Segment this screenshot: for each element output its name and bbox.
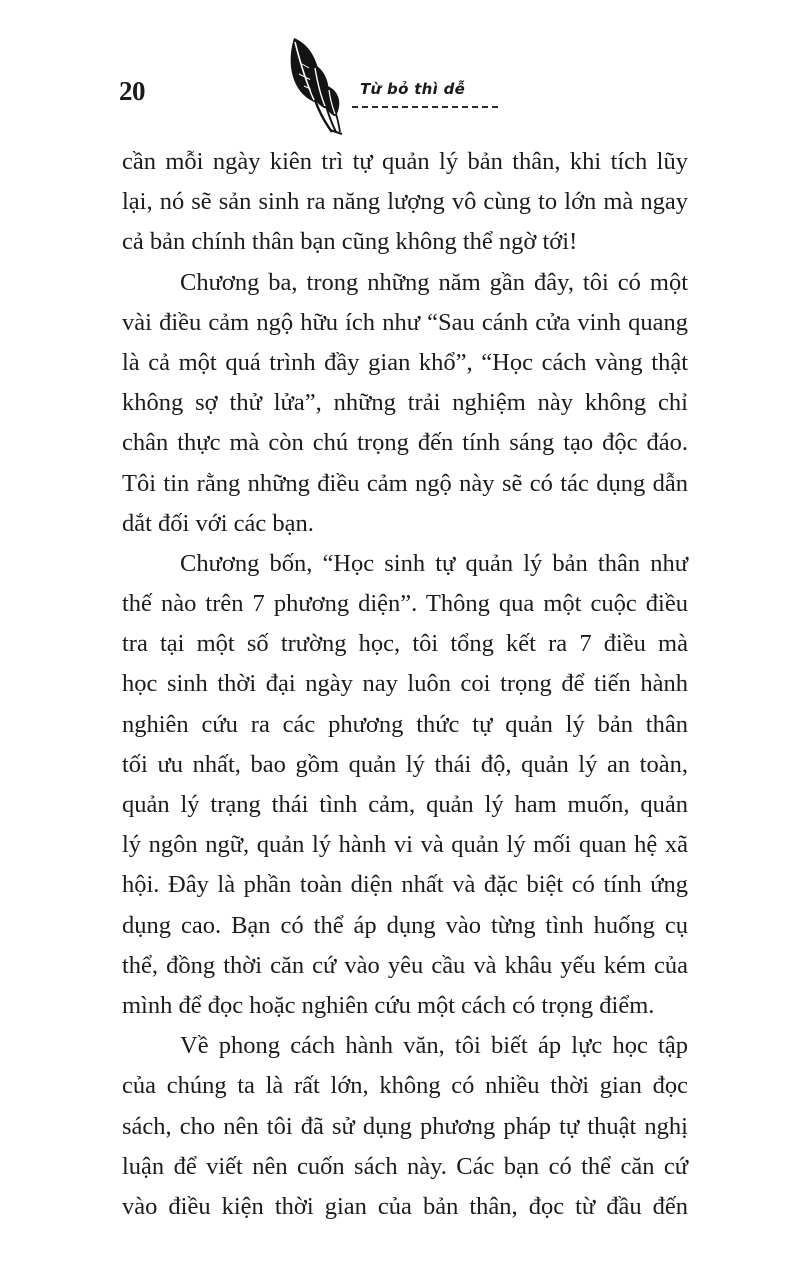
- text-line: luận để viết nên cuốn sách này. Các bạn có thể căn cứ: [122, 1152, 688, 1180]
- text-line: không sợ thử lửa”, những trải nghiệm này không chỉ: [122, 389, 688, 417]
- text-line: Về phong cách hành văn, tôi biết áp lực học tập: [180, 1032, 688, 1060]
- text-line: dắt đối với các bạn.: [122, 509, 314, 537]
- text-line: thế nào trên 7 phương diện”. Thông qua một cuộc điều: [122, 590, 688, 618]
- text-line: là cả một quá trình đầy gian khổ”, “Học cách vàng thật: [122, 348, 688, 376]
- text-line: Chương bốn, “Học sinh tự quản lý bản thân như: [180, 549, 688, 577]
- text-line: sách, cho nên tôi đã sử dụng phương pháp tự thuật nghị: [122, 1112, 688, 1140]
- text-line: cần mỗi ngày kiên trì tự quản lý bản thân, khi tích lũy: [122, 148, 688, 175]
- text-line: Chương ba, trong những năm gần đây, tôi có một: [180, 268, 688, 296]
- text-line: tối ưu nhất, bao gồm quản lý thái độ, quản lý an toàn,: [122, 750, 688, 778]
- text-line: thể, đồng thời căn cứ vào yêu cầu và khâu yếu kém của: [122, 951, 688, 979]
- text-line: vài điều cảm ngộ hữu ích như “Sau cánh cửa vinh quang: [122, 308, 688, 336]
- text-line: nghiên cứu ra các phương thức tự quản lý bản thân: [122, 710, 688, 738]
- text-line: Tôi tin rằng những điều cảm ngộ này sẽ có tác dụng dẫn: [122, 469, 688, 497]
- page-number: 20: [119, 76, 145, 106]
- text-line: tra tại một số trường học, tôi tổng kết ra 7 điều mà: [122, 630, 688, 658]
- page-header: [0, 0, 800, 140]
- text-line: học sinh thời đại ngày nay luôn coi trọng để tiến hành: [122, 670, 688, 698]
- text-line: dụng cao. Bạn có thể áp dụng vào từng tình huống cụ: [122, 911, 688, 939]
- text-line: cả bản chính thân bạn cũng không thể ngờ tới!: [122, 228, 578, 256]
- text-line: của chúng ta là rất lớn, không có nhiều thời gian đọc: [122, 1072, 688, 1100]
- title-dashed-rule: [352, 106, 498, 108]
- text-line: quản lý trạng thái tình cảm, quản lý ham muốn, quản: [122, 791, 688, 818]
- text-line: lý ngôn ngữ, quản lý hành vi và quản lý mối quan hệ xã: [122, 831, 688, 859]
- body-text: [122, 142, 688, 1227]
- text-line: chân thực mà còn chú trọng đến tính sáng tạo độc đáo.: [122, 429, 688, 457]
- text-line: lại, nó sẽ sản sinh ra năng lượng vô cùng to lớn mà ngay: [122, 188, 688, 216]
- text-line: mình để đọc hoặc nghiên cứu một cách có trọng điểm.: [122, 991, 655, 1019]
- text-line: vào điều kiện thời gian của bản thân, đọc từ đầu đến: [122, 1192, 688, 1220]
- text-line: hội. Đây là phần toàn diện nhất và đặc biệt có tính ứng: [122, 871, 688, 899]
- running-title: Từ bỏ thì dễ: [360, 80, 466, 98]
- leaf-logo-icon: [284, 34, 356, 136]
